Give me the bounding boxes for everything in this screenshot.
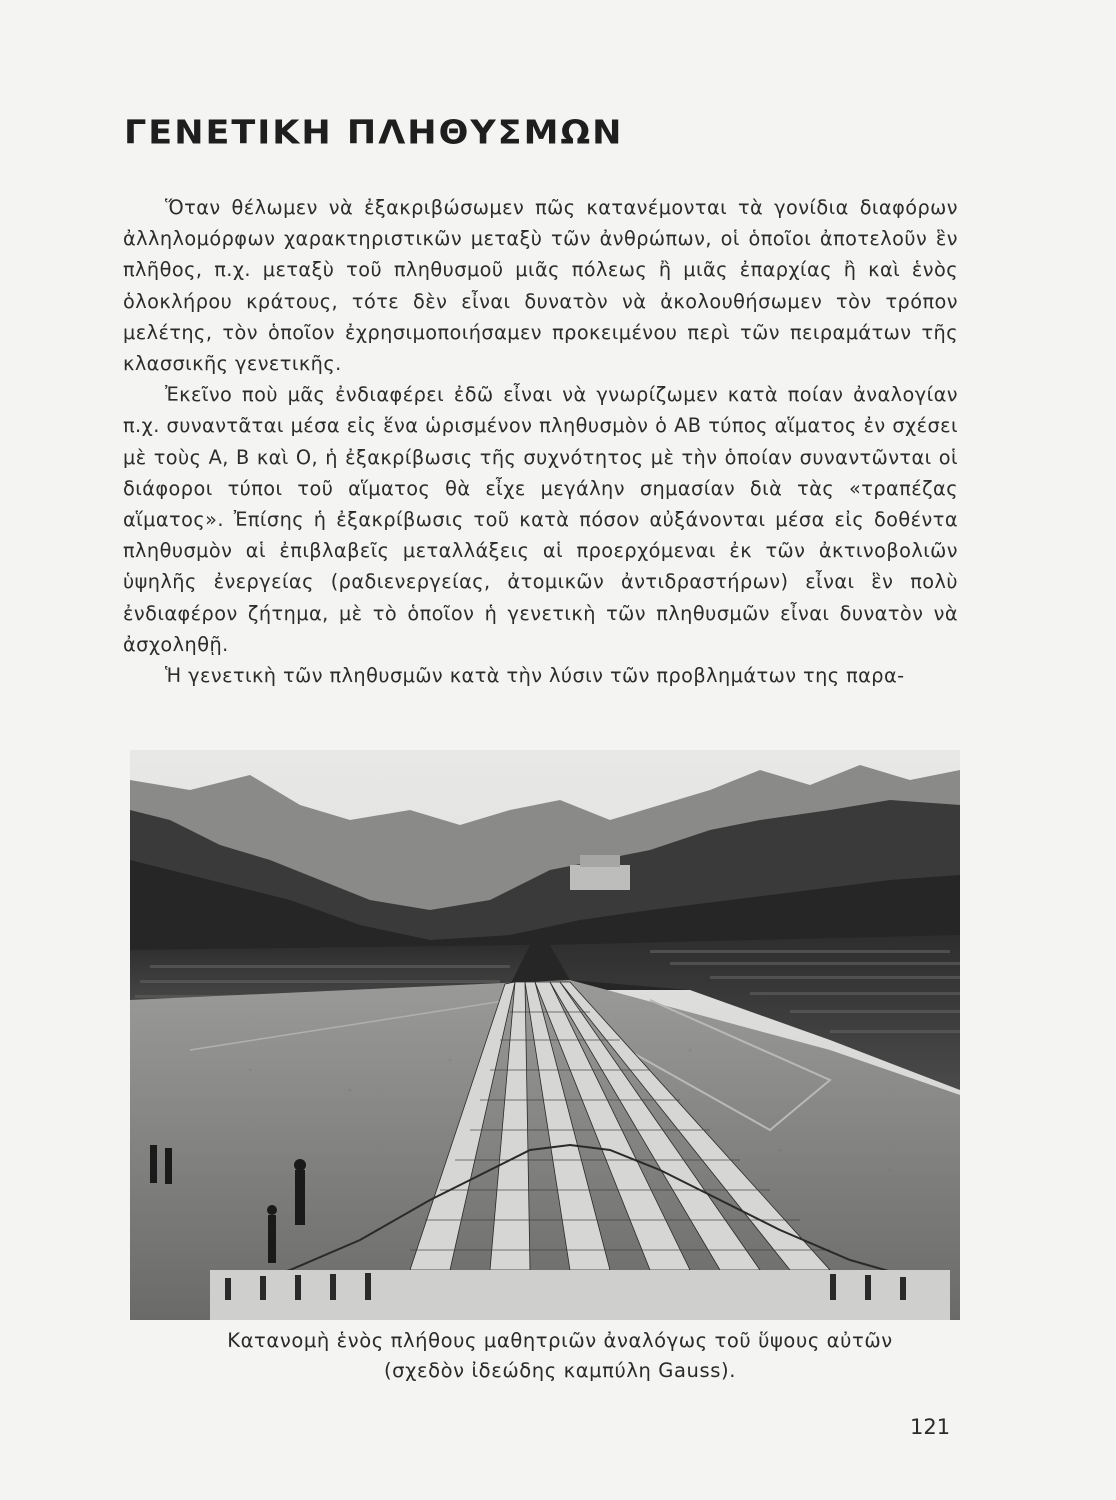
stadium-photo (130, 750, 960, 1320)
paragraph-1: Ὅταν θέλωμεν νὰ ἐξακριβώσωμεν πῶς κατανέμονται τὰ γονίδια διαφόρων ἀλληλομόρφων χαρακτηριστικῶν μεταξὺ τῶν ἀνθρώπων, οἱ ὁποῖοι ἀποτελοῦν ἓν πλῆθος, π.χ. μεταξὺ τοῦ πληθυσμοῦ μιᾶς πόλεως ἢ μιᾶς ἐπαρχίας ἢ καὶ ἑνὸς ὁλοκλήρου κράτους, τότε δὲν εἶναι δυνατὸν νὰ ἀκολουθήσωμεν τὸν τρόπον μελέτης, τὸν ὁποῖον ἐχρησιμοποιήσαμεν προκειμένου περὶ τῶν πειραμάτων τῆς κλασσικῆς γενετικῆς. (123, 196, 958, 376)
caption-line-2: (σχεδὸν ἰδεώδης καμπύλη Gauss). (383, 1359, 737, 1382)
page-number: 121 (910, 1415, 951, 1439)
paragraph-2: Ἐκεῖνο ποὺ μᾶς ἐνδιαφέρει ἐδῶ εἶναι νὰ γνωρίζωμεν κατὰ ποίαν ἀναλογίαν π.χ. συναντᾶται μέσα εἰς ἕνα ὡρισμένον πληθυσμὸν ὁ ΑΒ τύπος αἵματος ἐν σχέσει μὲ τοὺς Α, Β καὶ Ο, ἡ ἐξακρίβωσις τῆς συχνότητος μὲ τὴν ὁποίαν συναντῶνται οἱ διάφοροι τύποι τοῦ αἵματος θὰ εἶχε μεγάλην σημασίαν διὰ τὰς «τραπέζας αἵματος». Ἐπίσης ἡ ἐξακρίβωσις τοῦ κατὰ πόσον αὐξάνονται μέσα εἰς δοθέντα πληθυσμὸν αἱ ἐπιβλαβεῖς μεταλλάξεις αἱ προερχόμεναι ἐκ τῶν ἀκτινοβολιῶν ὑψηλῆς ἐνεργείας (ραδιενεργείας, ἀτομικῶν ἀντιδραστήρων) εἶναι ἓν πολὺ ἐνδιαφέρον ζήτημα, μὲ τὸ ὁποῖον ἡ γενετικὴ τῶν πληθυσμῶν εἶναι δυνατὸν νὰ ἀσχοληθῇ. (123, 383, 958, 656)
figure-caption (120, 1326, 1000, 1386)
page-title: ΓΕΝΕΤΙΚΗ ΠΛΗΘΥΣΜΩΝ (124, 114, 624, 152)
caption-line-1: Κατανομὴ ἑνὸς πλήθους μαθητριῶν ἀναλόγως τοῦ ὕψους αὐτῶν (227, 1329, 893, 1352)
body-text (123, 192, 958, 691)
paragraph-3: Ἡ γενετικὴ τῶν πληθυσμῶν κατὰ τὴν λύσιν τῶν προβλημάτων της παρα- (165, 664, 905, 688)
